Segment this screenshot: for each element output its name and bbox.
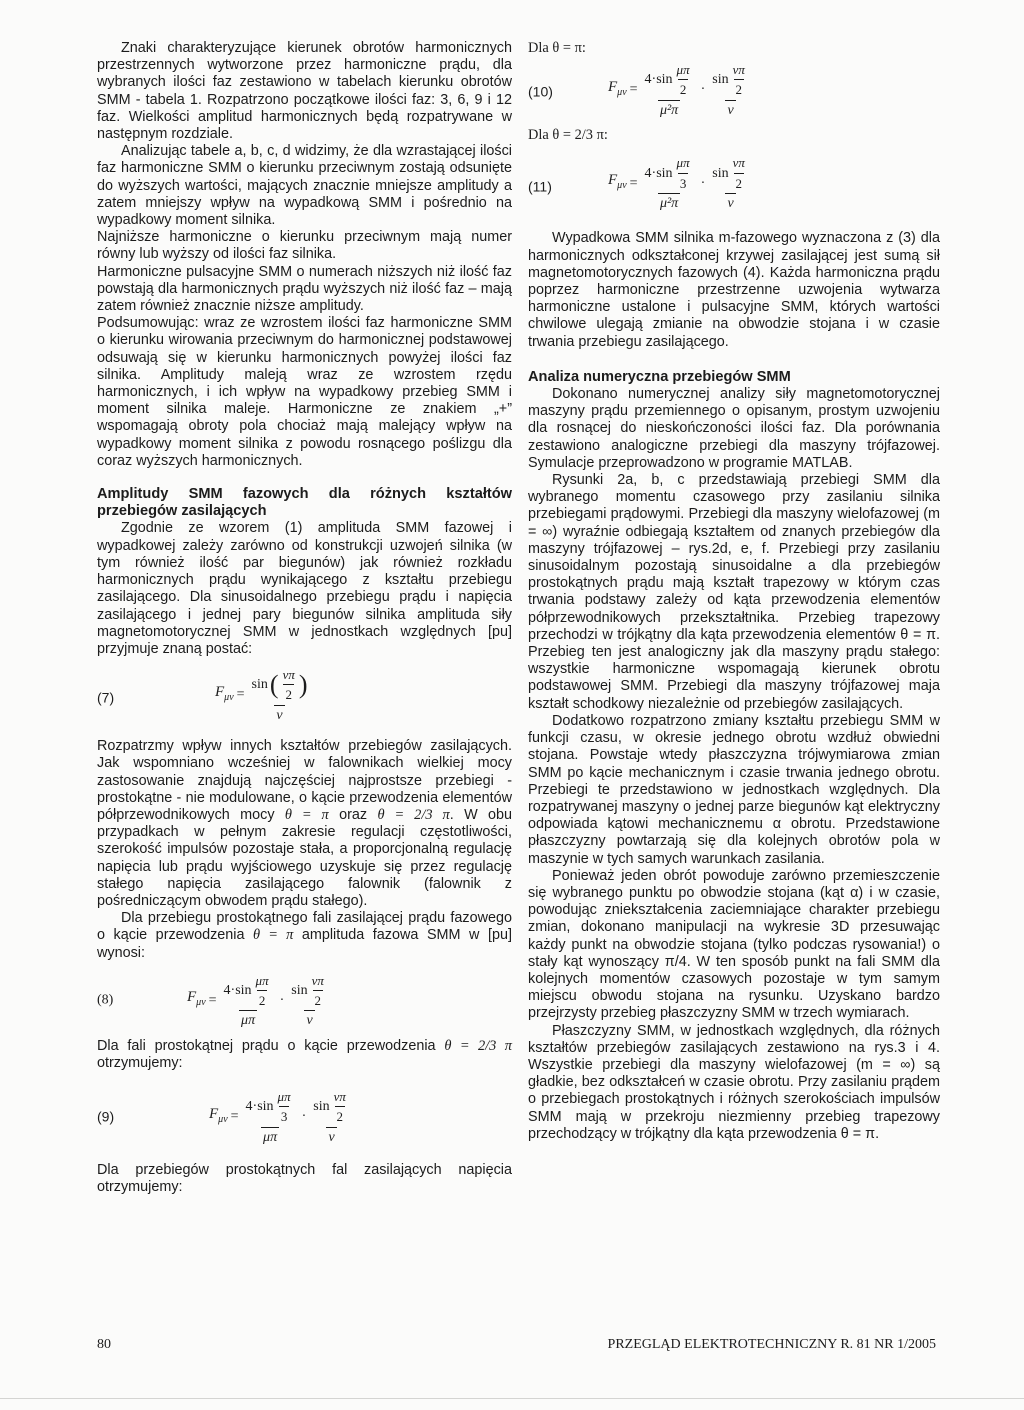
fraction: 4·sin $\frac{\mu\pi}{3}$ μπ [245,1089,291,1145]
equation-body: $F_{\mu\nu}$ = 4·sin $\frac{\mu\pi}{2}$ μ²π · sin $\frac{\nu\pi}{2}$ ν [608,61,753,119]
equation-8 [97,962,512,1038]
paragraph: Dla fali prostokątnej prądu o kącie przewodzenia θ = 2/3 π otrzymujemy: [97,1037,513,1071]
equation-number: (11) [528,178,552,195]
fraction: sin $\frac{\nu\pi}{2}$ ν [712,62,745,118]
fraction: sin ( $\frac{\nu\pi}{2}$ ) ν [251,667,308,723]
paragraph: Analizując tabele a, b, c, d widzimy, że dla wzrastającej ilości faz harmoniczne SMM o kierunku przeciwnym zostają odsunięte do wyższych wartości, mających znacznie mniejsze amplitudy a zatem mniejszy wpływ na wypadkową SMM i pośrednio na wypadkowy moment silnika. [97,143,512,229]
journal-footer: PRZEGLĄD ELEKTROTECHNICZNY R. 81 NR 1/2005 [607,1337,936,1352]
equation-10 [528,57,940,127]
equation-7 [97,658,512,738]
fraction: 4·sin $\frac{\mu\pi}{2}$ μπ [223,972,269,1029]
paragraph: Rysunki 2a, b, c przedstawiają przebiegi SMM dla wybranego momentu czasowego przy zasilaniu silnika przebiegami prądowymi. Przebiegi dla maszyny wielofazowej (m = ∞) wyraźnie odbiegają kształtem od znanych przebiegów dla maszyny trójfazowej – rys.2d, e, f. Przebiegi przy zasilaniu sinusoidalnym pozostają sinusoidalne a dla przebiegów prostokątnych prądu mają kształt trapezowy w którym czas trwania podstawy zależy od kąta przewodzenia elementów półprzewodnikowych przekształtnika. Przebieg trapezowy przechodzi w trójkątny dla kąta przewodzenia elementów θ = π. Przebieg ten jest analogiczny jak dla maszyny prądu stałego: wszystkie harmoniczne wspomagają kierunek obrotu podstawowej SMM. Przebiegi dla maszyny trójfazowej maja kształt schodkowy niezależnie od przebiegów zasilających. [528,472,940,712]
paragraph: Dla przebiegu prostokątnego fali zasilającej prądu fazowego o kącie przewodzenia θ = π amplituda fazowa SMM w [pu] wynosi: [97,910,512,961]
section-heading: Analiza numeryczna przebiegów SMM [528,368,791,385]
paragraph: Znaki charakteryzujące kierunek obrotów harmonicznych przestrzennych wytworzone przez harmoniczne prądu, dla wybranych ilości faz zestawiono w tabelach kierunku obrotów SMM - tabela 1. Rozpatrzono początkowe ilości faz: 3, 6, 9 i 12 faz. Wielkości amplitud harmonicznych będą rozpatrywane w następnym rozdziale. [97,40,512,143]
paragraph: Dokonano numerycznej analizy siły magnetomotorycznej maszyny prądu przemiennego o opisanym, prostym uzwojeniu dla rosnącej do nieskończoności ilości faz. Dla porównania zestawiono analogiczne przebiegi dla maszyny trójfazowej. Symulacje przeprowadzono w programie MATLAB. [528,386,940,471]
fraction: sin $\frac{\nu\pi}{2}$ ν [291,972,324,1029]
paragraph-continued: θ = π oraz θ = 2/3 π. W obu przypadkach w pełnym zakresie regulacji częstotliwości, szerokość impulsów pozostaje stała, a proporcjonalną regulację napięcia lub prądu wyjściowego uzyskuje się przez regulację stałego napięcia zasilającego falownik (falownik z pośredniczącym obwodem prądu stałego). [97,806,513,909]
equation-number: (10) [528,83,553,100]
page-number: 80 [97,1337,111,1352]
fraction: sin $\frac{\nu\pi}{2}$ ν [313,1089,346,1145]
paragraph: Harmoniczne pulsacyjne SMM o numerach niższych niż ilość faz powstają dla harmonicznych prądu wyższych niż ilość faz – mają zatem również znacznie niższe amplitudy. [97,263,512,315]
equation-body: $F_{\mu\nu}$ = 4·sin $\frac{\mu\pi}{3}$ μπ · sin $\frac{\nu\pi}{2}$ ν [209,1088,354,1146]
equation-body: $F_{\mu\nu}$ = 4·sin $\frac{\mu\pi}{2}$ μπ · sin $\frac{\nu\pi}{2}$ ν [187,972,332,1030]
paragraph: Podsumowując: wraz ze wzrostem ilości faz harmoniczne SMM o kierunku wirowania przeciwnym do harmonicznej podstawowej odsuwają się w kierunku harmonicznych powyżej ilości faz silnika. Amplitudy maleją wraz ze wzrostem rzędu harmonicznych, i ich wpływ na wypadkowy przebieg SMM i moment silnika maleje. Harmoniczne ze znakiem „+” wspomagają obroty pola chociaż mają malejący wpływ na wypadkowy moment silnika z powodu rosnącego poślizgu dla coraz wyższych harmonicznych. [97,315,512,469]
equation-body: $F_{\mu\nu}$ = sin ( $\frac{\nu\pi}{2}$ ) ν [215,667,308,723]
equation-11 [528,144,940,230]
equation-body: $F_{\mu\nu}$ = 4·sin $\frac{\mu\pi}{3}$ μ²π · sin $\frac{\nu\pi}{2}$ ν [608,154,753,212]
equation-number: (9) [97,1108,115,1125]
paragraph: Rozpatrzmy wpływ innych kształtów przebiegów zasilających. Jak wspomniano wcześniej w falownikach wielkiej mocy zastosowanie znajdują najczęściej najprostsze przebiegi - prostokątne - nie modulowane, o kącie przewodzenia elementów półprzewodnikowych mocy [97,738,512,823]
equation-number: (7) [97,689,115,706]
fraction: 4·sin $\frac{\mu\pi}{2}$ μ²π [644,62,690,118]
fraction: sin $\frac{\nu\pi}{2}$ ν [712,155,745,211]
left-column [97,40,512,1197]
case-label: Dla θ = 2/3 π: [528,127,608,144]
equation-9 [97,1072,512,1162]
fraction: 4·sin $\frac{\mu\pi}{3}$ μ²π [644,155,690,211]
paragraph: Dla przebiegów prostokątnych fal zasilających napięcia otrzymujemy: [97,1162,512,1196]
section-heading: Amplitudy SMM fazowych dla różnych kształtów przebiegów zasilających [97,486,512,520]
right-column [528,40,940,1143]
paragraph: Ponieważ jeden obrót powoduje zarówno przemieszczenie się wybranego punktu po obwodzie stojana (kąt α) i w czasie, powodując zniekształcenia zaciemniające charakter przebiegu zmian, dokonano manipulacji na wykresie 3D przesuwając każdy punkt na obwodzie stojana (tylko podczas rysowania!) o stały kąt wynoszący π/4. W ten sposób punkt na fali SMM dla kolejnych momentów czasowych pozostaje w tym samym miejscu obwodu stojana na rysunku. Uzyskano bardzo przejrzysty przebieg płaszczyzny SMM w trzech wymiarach. [528,867,940,1022]
paragraph: Płaszczyzny SMM, w jednostkach względnych, dla różnych kształtów przebiegów zasilających zestawiono na rys.3 i 4. Wszystkie przebiegi dla maszyny wielofazowej (m = ∞) są gładkie, bez odkształceń w czasie obrotu. Przy zasilaniu prądem o przebiegach prostokątnych i różnych szerokościach impulsów SMM mają w przekroju niezmienny przebieg trapezowy przechodzący w trójkątny dla kąta przewodzenia θ = π. [528,1022,940,1142]
case-label: Dla θ = π: [528,40,586,56]
paragraph: Wypadkowa SMM silnika m-fazowego wyznaczona z (3) dla harmonicznych odkształconej krzywej zasilającej jest sumą sił magnetomotorycznych fazowych (4). Każda harmoniczna prądu poprzez harmoniczne przestrzenne uzwojenia wytwarza harmoniczne ustalone i pulsacyjne SMM, których wartości chwilowe ulegają zmianie na obwodzie stojana i w czasie trwania przebiegu zasilającego. [528,230,940,350]
paragraph: Najniższe harmoniczne o kierunku przeciwnym mają numer równy lub wyższy od ilości faz silnika. [97,229,512,263]
paragraph: Zgodnie ze wzorem (1) amplituda SMM fazowej i wypadkowej zależy zarówno od konstrukcji uzwojeń silnika (w tym również ilość par biegunów) jak również rozkładu harmonicznych prądu wynikającego z kształtu przebiegu zasilającego. Dla sinusoidalnego przebiegu prądu i napięcia zasilającego i jednej pary biegunów silnika amplituda siły magnetomotorycznej SMM w jednostkach względnych [pu] przyjmuje znaną postać: [97,520,512,657]
scan-edge [0,1398,1024,1399]
equation-number: (8) [97,992,114,1008]
equation-symbol: $F_{\mu\nu}$ [215,683,234,703]
paragraph: Dodatkowo rozpatrzono zmiany kształtu przebiegu SMM w funkcji czasu, w okresie jednego obrotu wzdłuż obwiedni stojana. Powstaje wtedy płaszczyzna trójwymiarowa zmian SMM po kącie mechanicznym i czasie trwania jednego obrotu. Przebiegi te przedstawiono w jednostkach względnych. Dla rozpatrywanej maszyny o jednej parze biegunów kąt elektryczny odpowiada kątowi mechanicznemu α obrotu. Przedstawione płaszczyzny powtarzają się dla kolejnych obrotów pola w maszynie w tych samych warunkach zasilania. [528,712,940,867]
